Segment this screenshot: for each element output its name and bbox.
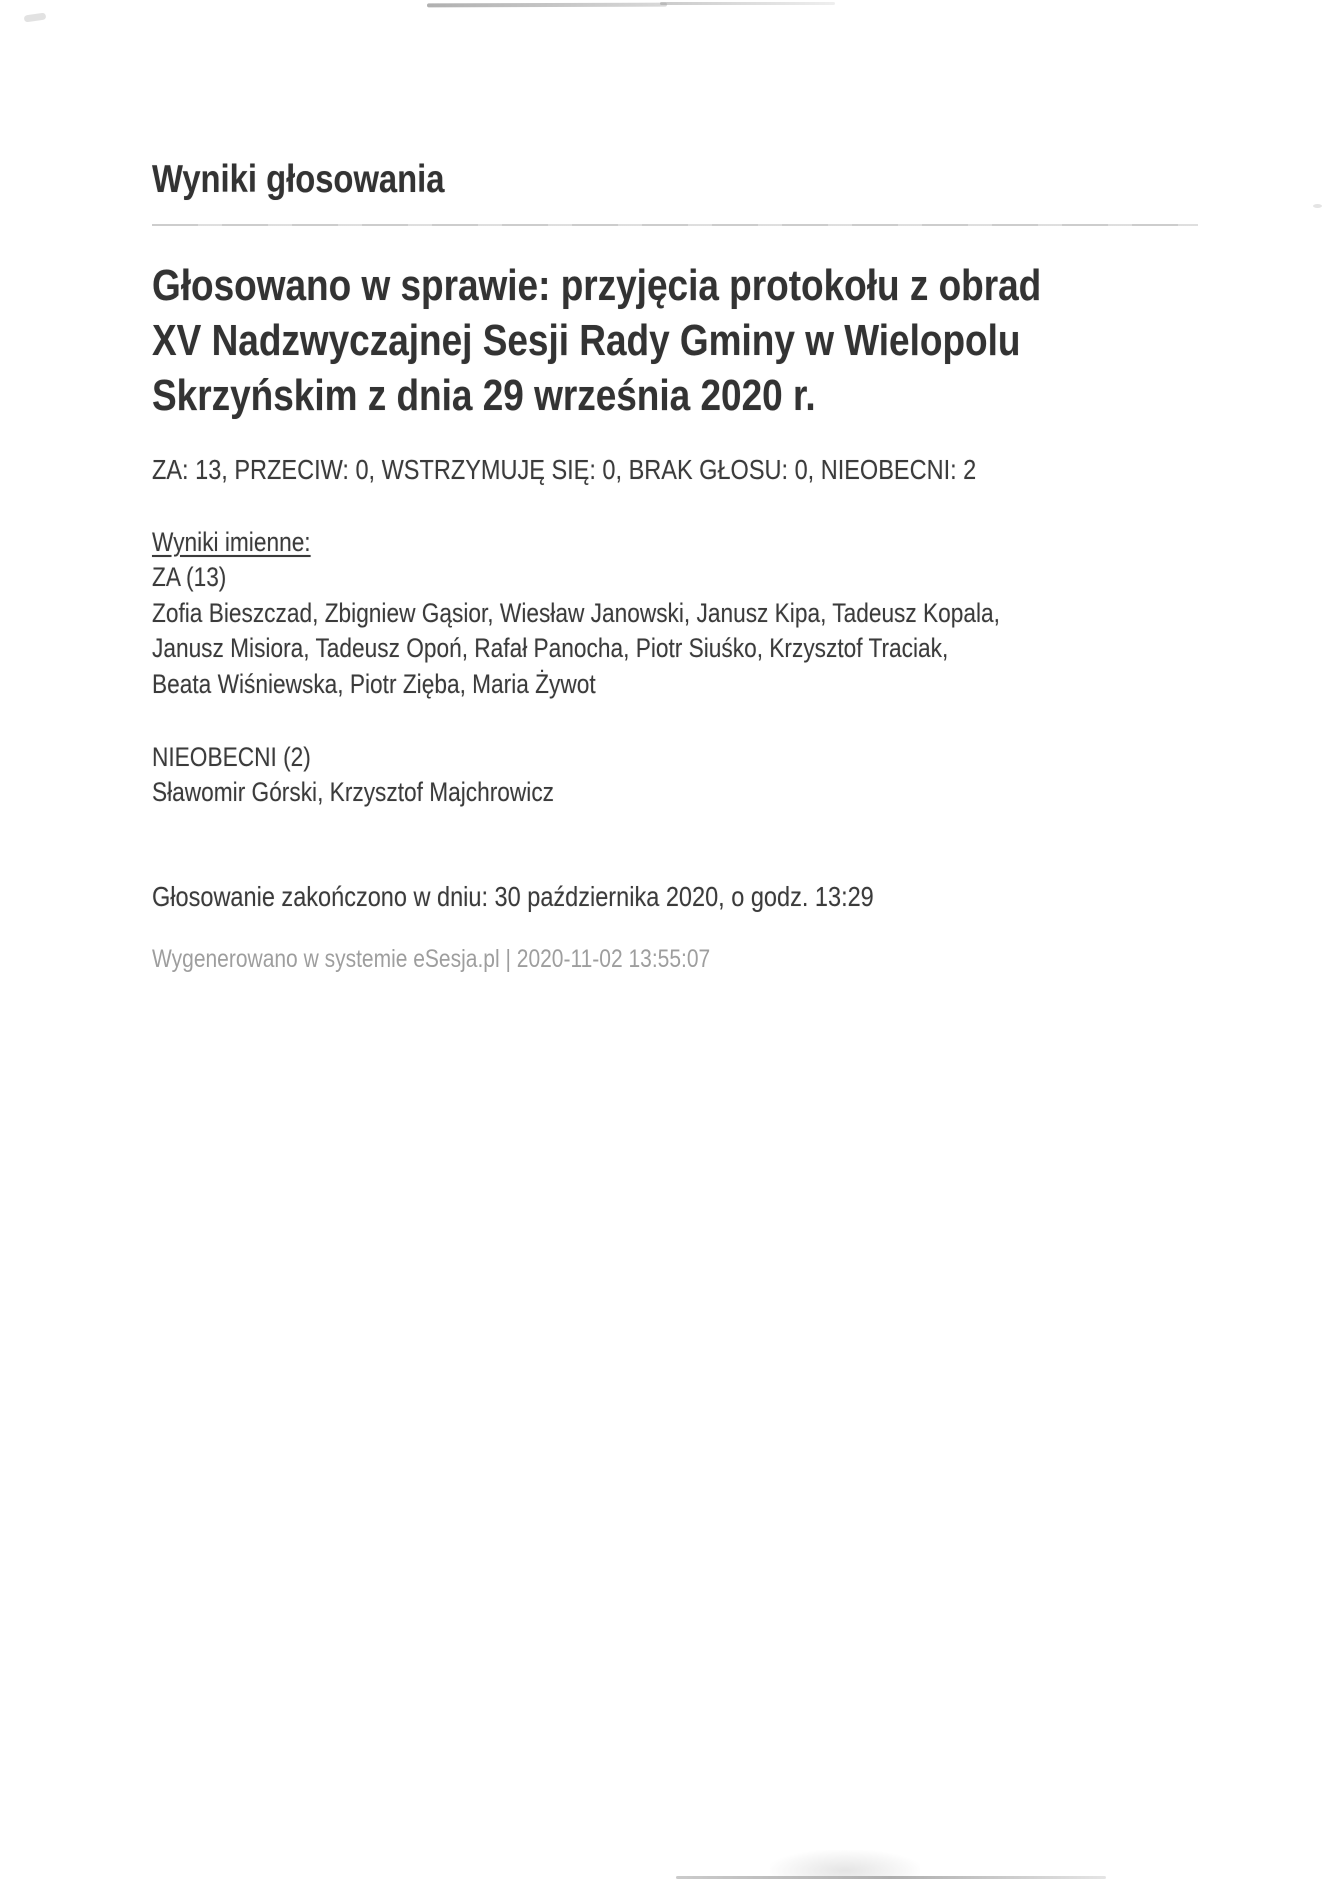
title-divider-line (152, 224, 1198, 226)
scan-artifact-top-streak-2 (660, 2, 835, 5)
absent-names-line: Sławomir Górski, Krzysztof Majchrowicz (152, 777, 555, 808)
scan-artifact-top-left-mark (24, 13, 47, 23)
za-group-label: ZA (13) (152, 562, 227, 593)
za-names-line: Zofia Bieszczad, Zbigniew Gąsior, Wiesław Janowski, Janusz Kipa, Tadeusz Kopala, (152, 597, 1000, 628)
named-results-heading: Wyniki imienne: (152, 527, 311, 557)
page-title-text: Wyniki głosowania (152, 158, 445, 201)
scan-artifact-right-dot (1313, 204, 1322, 208)
scan-artifact-bottom-smudge (770, 1850, 920, 1876)
voting-subject-line: Głosowano w sprawie: przyjęcia protokołu z obrad (152, 261, 1042, 310)
vote-summary-line: ZA: 13, PRZECIW: 0, WSTRZYMUJĘ SIĘ: 0, BRAK GŁOSU: 0, NIEOBECNI: 2 (152, 454, 977, 485)
scan-artifact-top-streak (427, 3, 667, 8)
scan-artifact-bottom-streak (676, 1876, 1106, 1879)
voting-subject-heading (152, 258, 1211, 423)
absent-group-label: NIEOBECNI (2) (152, 742, 311, 772)
generated-footer-line: Wygenerowano w systemie eSesja.pl | 2020-11-02 13:55:07 (152, 945, 711, 973)
za-names-line: Janusz Misiora, Tadeusz Opoń, Rafał Panocha, Piotr Siuśko, Krzysztof Traciak, (152, 633, 949, 664)
voting-closed-line: Głosowanie zakończono w dniu: 30 października 2020, o godz. 13:29 (152, 881, 874, 912)
page-title (152, 158, 500, 202)
za-names-line: Beata Wiśniewska, Piotr Zięba, Maria Żywot (152, 668, 596, 699)
voting-subject-line: Skrzyńskim z dnia 29 września 2020 r. (152, 371, 816, 420)
named-results-section (152, 525, 1161, 702)
absent-section (152, 740, 631, 811)
voting-subject-line: XV Nadzwyczajnej Sesji Rady Gminy w Wielopolu (152, 316, 1021, 365)
